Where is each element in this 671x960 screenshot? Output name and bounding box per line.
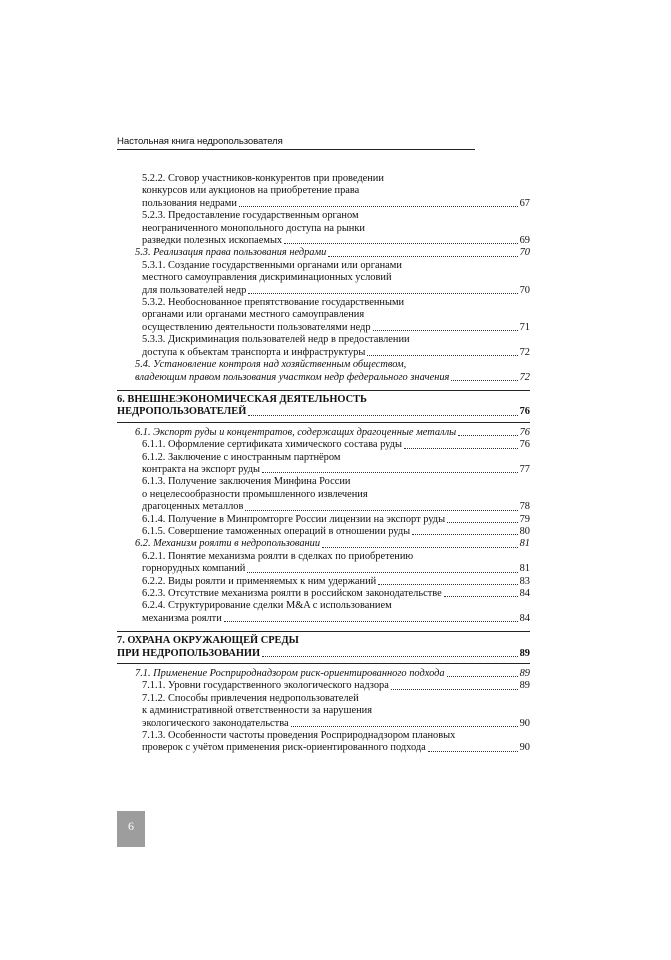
toc-entry-line: 6. ВНЕШНЕЭКОНОМИЧЕСКАЯ ДЕЯТЕЛЬНОСТЬ [117, 393, 367, 405]
toc-page-number: 90 [519, 742, 530, 754]
toc-entry-line: 5.3.2. Необоснованное препятствование государственными [142, 297, 405, 309]
toc-page-number: 79 [519, 513, 530, 525]
toc-entry[interactable] [117, 439, 530, 451]
toc-page-number: 67 [519, 197, 530, 209]
toc-entry-line: 7.1.3. Особенности частоты проведения Росприроднадзором плановых [142, 730, 456, 742]
dot-leader [262, 472, 518, 473]
dot-leader [447, 522, 518, 523]
dot-leader [248, 415, 517, 416]
toc-entry-title: проверок с учётом применения риск-ориентированного подхода [142, 742, 426, 754]
dot-leader [367, 355, 517, 356]
toc-entry-line: конкурсов или аукционов на приобретение права [142, 185, 360, 197]
toc-entry-title: НЕДРОПОЛЬЗОВАТЕЛЕЙ [117, 406, 247, 418]
toc-entry[interactable] [117, 551, 530, 576]
toc-entry-line: 7.1.2. Способы привлечения недропользователей [142, 692, 359, 704]
toc-entry-title: экологического законодательства [142, 717, 289, 729]
dot-leader [245, 510, 517, 511]
toc-entry-line: 5.4. Установление контроля над хозяйственным обществом, [135, 359, 407, 371]
toc-entry-line: к административной ответственности за нарушения [142, 705, 373, 717]
toc-entry-line: 6.2.1. Понятие механизма роялти в сделках по приобретению [142, 550, 414, 562]
toc-entry-title: 7.1. Применение Росприроднадзором риск-ориентированного подхода [135, 668, 445, 680]
toc-entry-line: 7. ОХРАНА ОКРУЖАЮЩЕЙ СРЕДЫ [117, 635, 299, 647]
dot-leader [328, 256, 517, 257]
toc-entry-title: 6.1. Экспорт руды и концентратов, содержащих драгоценные металлы [135, 426, 457, 438]
dot-leader [224, 621, 518, 622]
toc-entry[interactable] [117, 538, 530, 550]
toc-entry[interactable] [117, 390, 530, 423]
toc-entry-line: органами или органами местного самоуправления [142, 309, 365, 321]
toc-entry[interactable] [117, 680, 530, 692]
toc-entry[interactable] [117, 576, 530, 588]
toc-entry-line: 5.2.2. Сговор участников-конкурентов при проведении [142, 173, 384, 184]
dot-leader [247, 572, 517, 573]
toc-entry-title: 6.2. Механизм роялти в недропользовании [135, 538, 321, 550]
toc-entry-title: разведки полезных ископаемых [142, 235, 283, 247]
dot-leader [322, 547, 518, 548]
toc-entry[interactable] [117, 514, 530, 526]
dot-leader [444, 596, 518, 597]
toc-page-number: 71 [519, 321, 530, 333]
page-number: 6 [117, 811, 145, 847]
toc-entry[interactable] [117, 588, 530, 600]
toc-entry[interactable] [117, 247, 530, 259]
toc-entry-title: 6.1.5. Совершение таможенных операций в отношении руды [142, 525, 411, 537]
toc-entry[interactable] [117, 210, 530, 247]
toc-page-number: 72 [519, 371, 530, 383]
toc-entry-title: доступа к объектам транспорта и инфраструктуры [142, 346, 366, 358]
toc-entry[interactable] [117, 297, 530, 334]
table-of-contents [117, 173, 530, 755]
toc-entry[interactable] [117, 730, 530, 755]
toc-entry[interactable] [117, 526, 530, 538]
toc-entry[interactable] [117, 668, 530, 680]
toc-page-number: 89 [519, 680, 530, 692]
dot-leader [428, 751, 518, 752]
toc-page-number: 89 [519, 668, 530, 680]
dot-leader [284, 243, 517, 244]
toc-entry-title: 6.2.3. Отсутствие механизма роялти в российском законодательстве [142, 588, 442, 599]
toc-page-number: 83 [519, 575, 530, 587]
toc-page-number: 81 [519, 538, 530, 550]
toc-entry-title: осуществлению деятельности пользователями недр [142, 321, 371, 333]
toc-entry-line: 5.2.3. Предоставление государственным органом [142, 210, 359, 222]
dot-leader [373, 330, 518, 331]
toc-entry[interactable] [117, 631, 530, 664]
toc-entry[interactable] [117, 359, 530, 384]
toc-entry-title: пользования недрами [142, 197, 237, 209]
toc-page-number: 70 [519, 247, 530, 259]
dot-leader [262, 656, 518, 657]
toc-entry[interactable] [117, 452, 530, 477]
toc-entry-line: 6.1.3. Получение заключения Минфина России [142, 476, 351, 488]
toc-entry[interactable] [117, 476, 530, 513]
dot-leader [412, 534, 517, 535]
running-header: Настольная книга недропользователя [117, 136, 475, 150]
toc-page-number: 76 [519, 439, 530, 451]
toc-page-number: 78 [519, 501, 530, 513]
dot-leader [239, 206, 518, 207]
toc-entry-title: для пользователей недр [142, 284, 247, 296]
toc-entry-title: драгоценных металлов [142, 501, 244, 513]
toc-page-number: 70 [519, 284, 530, 296]
toc-entry[interactable] [117, 600, 530, 625]
toc-page-number: 69 [519, 235, 530, 247]
dot-leader [458, 435, 517, 436]
dot-leader [378, 584, 517, 585]
toc-entry[interactable] [117, 260, 530, 297]
toc-entry-line: неограниченного монопольного доступа на рынки [142, 222, 365, 234]
toc-entry-title: контракта на экспорт руды [142, 463, 260, 475]
dot-leader [447, 676, 518, 677]
toc-entry-line: 5.3.1. Создание государственными органами или органами [142, 259, 402, 271]
dot-leader [291, 726, 518, 727]
toc-entry-title: ПРИ НЕДРОПОЛЬЗОВАНИИ [117, 647, 261, 659]
toc-page-number: 77 [519, 463, 530, 475]
toc-entry-line: 5.3.3. Дискриминация пользователей недр в предоставлении [142, 334, 410, 346]
toc-entry-title: 5.3. Реализация права пользования недрами [135, 247, 327, 259]
dot-leader [391, 689, 518, 690]
toc-page-number: 90 [519, 717, 530, 729]
toc-entry[interactable] [117, 427, 530, 439]
toc-entry[interactable] [117, 173, 530, 210]
toc-entry-title: 6.2.2. Виды роялти и применяемых к ним удержаний [142, 575, 377, 587]
dot-leader [248, 293, 517, 294]
toc-page-number: 76 [519, 426, 530, 438]
toc-entry-line: 6.2.4. Структурирование сделки M&A с использованием [142, 600, 392, 612]
toc-page-number: 81 [519, 563, 530, 575]
toc-page-number: 72 [519, 346, 530, 358]
toc-entry-title: 6.1.1. Оформление сертификата химического состава руды [142, 439, 402, 451]
toc-page-number: 80 [519, 525, 530, 537]
dot-leader [451, 380, 517, 381]
toc-entry-title: владеющим правом пользования участком недр федерального значения [135, 371, 450, 383]
toc-entry-title: механизма роялти [142, 612, 222, 624]
toc-page-number: 89 [519, 647, 530, 659]
toc-page-number: 84 [519, 612, 530, 624]
toc-entry-title: 7.1.1. Уровни государственного экологического надзора [142, 680, 389, 692]
toc-page-number: 76 [519, 406, 530, 418]
dot-leader [404, 448, 518, 449]
toc-entry-title: 6.1.4. Получение в Минпромторге России лицензии на экспорт руды [142, 513, 446, 525]
toc-entry-title: горнорудных компаний [142, 563, 246, 575]
toc-entry-line: местного самоуправления дискриминационных условий [142, 272, 392, 284]
toc-entry[interactable] [117, 693, 530, 730]
toc-entry-line: 6.1.2. Заключение с иностранным партнёром [142, 451, 341, 463]
toc-page-number: 84 [519, 588, 530, 599]
toc-entry-line: о нецелесообразности промышленного извлечения [142, 488, 368, 500]
toc-entry[interactable] [117, 334, 530, 359]
